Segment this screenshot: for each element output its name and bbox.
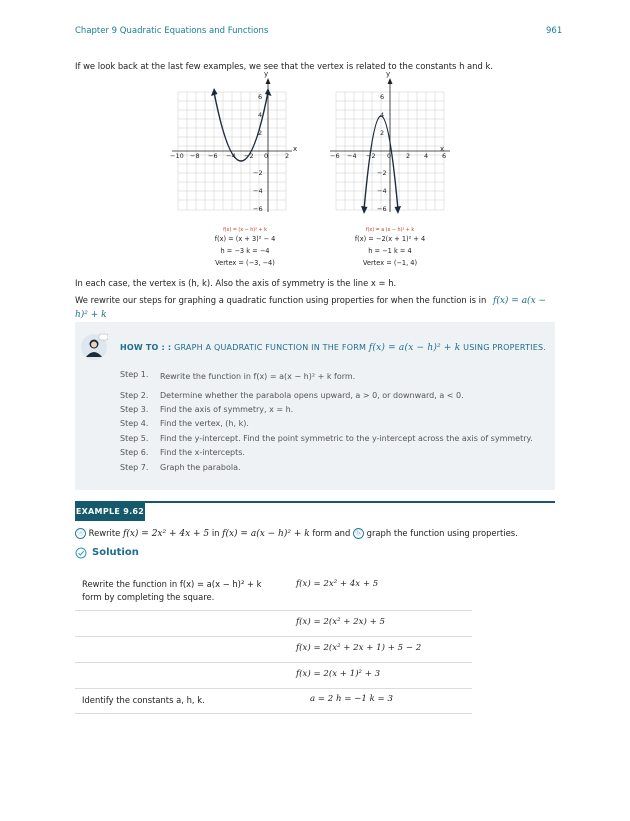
- vertex-form-formula: f(x) = a(x − h)² + k: [75, 296, 547, 320]
- tick-label: −4: [253, 187, 263, 195]
- tick-label: 2: [406, 152, 411, 160]
- check-circle-icon: [75, 547, 87, 559]
- graph-1: [168, 72, 298, 217]
- how-to-suffix: USING PROPERTIES.: [463, 343, 547, 352]
- example-rewrite: Rewrite: [88, 528, 121, 538]
- tick-label: 4: [424, 152, 429, 160]
- step-text: Determine whether the parabola opens upward, a > 0, or downward, a < 0.: [160, 391, 464, 400]
- graph-1-yticks: [258, 88, 262, 142]
- step-label: Step 1.: [120, 370, 149, 379]
- graph-1-yticks-neg: [253, 164, 263, 218]
- tick-label: −4: [226, 152, 236, 160]
- how-to-heading: GRAPH A QUADRATIC FUNCTION IN THE FORM: [174, 343, 367, 352]
- tick-label: 0: [387, 152, 392, 160]
- graph-1-hk: h = −3 k = −4: [220, 247, 270, 255]
- chapter-header: Chapter 9 Quadratic Equations and Functions: [75, 26, 269, 36]
- step-text: Find the y-intercept. Find the point symmetric to the y-intercept across the axis of symmetry.: [160, 434, 533, 443]
- table-row-5-right: a = 2 h = −1 k = 3: [310, 694, 393, 704]
- graph-1-xlabel: x: [293, 145, 298, 153]
- graph-2-yticks-neg: [377, 164, 387, 218]
- example-rule: [75, 501, 555, 503]
- table-row-5-left: Identify the constants a, h, k.: [82, 695, 205, 705]
- table-cell: Rewrite the function in f(x) = a(x − h)² + k: [82, 579, 262, 589]
- tick-label: −6: [330, 152, 340, 160]
- step-label: Step 6.: [120, 448, 149, 457]
- tick-label: −8: [190, 152, 200, 160]
- tick-label: −4: [347, 152, 357, 160]
- row-divider: [75, 662, 472, 663]
- graph-2-xlabel: x: [440, 145, 445, 153]
- step-text: Rewrite the function in f(x) = a(x − h)² + k form.: [160, 372, 356, 381]
- part-a-marker: ⓐ: [75, 528, 86, 539]
- tick-label: −10: [170, 152, 184, 160]
- tick-label: 2: [258, 129, 263, 137]
- row-divider: [75, 636, 472, 637]
- example-function: f(x) = 2x² + 4x + 5: [123, 529, 210, 539]
- how-to-form: f(x) = a(x − h)² + k: [368, 343, 461, 353]
- table-cell: form by completing the square.: [82, 592, 215, 602]
- graph-2-hk: h = −1 k = 4: [368, 247, 412, 255]
- step-label: Step 7.: [120, 463, 149, 472]
- tick-label: 4: [258, 111, 263, 119]
- example-graph-text: graph the function using properties.: [366, 528, 518, 538]
- row-divider: [75, 688, 472, 689]
- tick-label: 4: [380, 111, 385, 119]
- example-in: in: [211, 528, 220, 538]
- tick-label: −2: [253, 169, 263, 177]
- step-label: Step 4.: [120, 419, 149, 428]
- graph-2-ylabel: y: [386, 70, 391, 78]
- tick-label: 2: [380, 129, 385, 137]
- table-row-3-right: f(x) = 2(x² + 2x + 1) + 5 − 2: [296, 643, 422, 653]
- tick-label: 0: [264, 152, 269, 160]
- table-row-2-right: f(x) = 2(x² + 2x) + 5: [296, 617, 385, 627]
- tick-label: −4: [377, 187, 387, 195]
- how-to-title: [120, 343, 546, 353]
- table-row-4-right: f(x) = 2(x + 1)² + 3: [296, 669, 381, 679]
- table-row-1-left: [82, 578, 262, 604]
- table-row-1-right: f(x) = 2x² + 4x + 5: [296, 579, 379, 589]
- graph-2-vertex: Vertex = (−1, 4): [362, 259, 418, 267]
- tick-label: −6: [377, 205, 387, 213]
- part-b-marker: ⓑ: [353, 528, 364, 539]
- step-text: Find the axis of symmetry, x = h.: [160, 405, 294, 414]
- person-icon: [80, 333, 108, 361]
- example-form: f(x) = a(x − h)² + k: [222, 529, 310, 539]
- tick-label: −2: [366, 152, 376, 160]
- graph-2: [330, 72, 450, 217]
- graph-1-equation: f(x) = (x + 3)² − 4: [214, 235, 276, 243]
- step-text: Find the vertex, (h, k).: [160, 419, 249, 428]
- step-label: Step 2.: [120, 391, 149, 400]
- tick-label: 2: [285, 152, 290, 160]
- tick-label: 6: [380, 93, 385, 101]
- graph-1-template: f(x) = (x − h)² + k: [223, 228, 267, 233]
- rewrite-paragraph-text: We rewrite our steps for graphing a quadratic function using properties for when the function is in: [75, 295, 487, 305]
- example-tab: EXAMPLE 9.62: [75, 503, 145, 521]
- graph-2-yticks: [380, 88, 384, 142]
- tick-label: −6: [253, 205, 263, 213]
- solution-heading: Solution: [92, 547, 139, 558]
- how-to-prefix: HOW TO : :: [120, 343, 172, 352]
- step-text: Find the x-intercepts.: [160, 448, 245, 457]
- tick-label: −2: [377, 169, 387, 177]
- graph-2-template: f(x) = a (x − h)² + k: [365, 228, 415, 233]
- graph-2-equation: f(x) = −2(x + 1)² + 4: [354, 235, 426, 243]
- step-label: Step 5.: [120, 434, 149, 443]
- graph-1-vertex: Vertex = (−3, −4): [215, 259, 275, 267]
- tick-label: −6: [208, 152, 218, 160]
- intro-text: If we look back at the last few examples, we see that the vertex is related to the constants h and k.: [75, 61, 493, 71]
- vertex-paragraph: In each case, the vertex is (h, k). Also the axis of symmetry is the line x = h.: [75, 278, 397, 288]
- row-divider: [270, 610, 472, 611]
- example-form-and: form and: [312, 528, 351, 538]
- row-divider: [75, 713, 472, 714]
- graph-1-ylabel: y: [264, 70, 269, 78]
- step-text: Graph the parabola.: [160, 463, 241, 472]
- tick-label: −2: [244, 152, 254, 160]
- tick-label: 6: [442, 152, 447, 160]
- step-label: Step 3.: [120, 405, 149, 414]
- page-number: 961: [546, 26, 563, 36]
- example-problem: [75, 527, 518, 541]
- tick-label: 6: [258, 93, 263, 101]
